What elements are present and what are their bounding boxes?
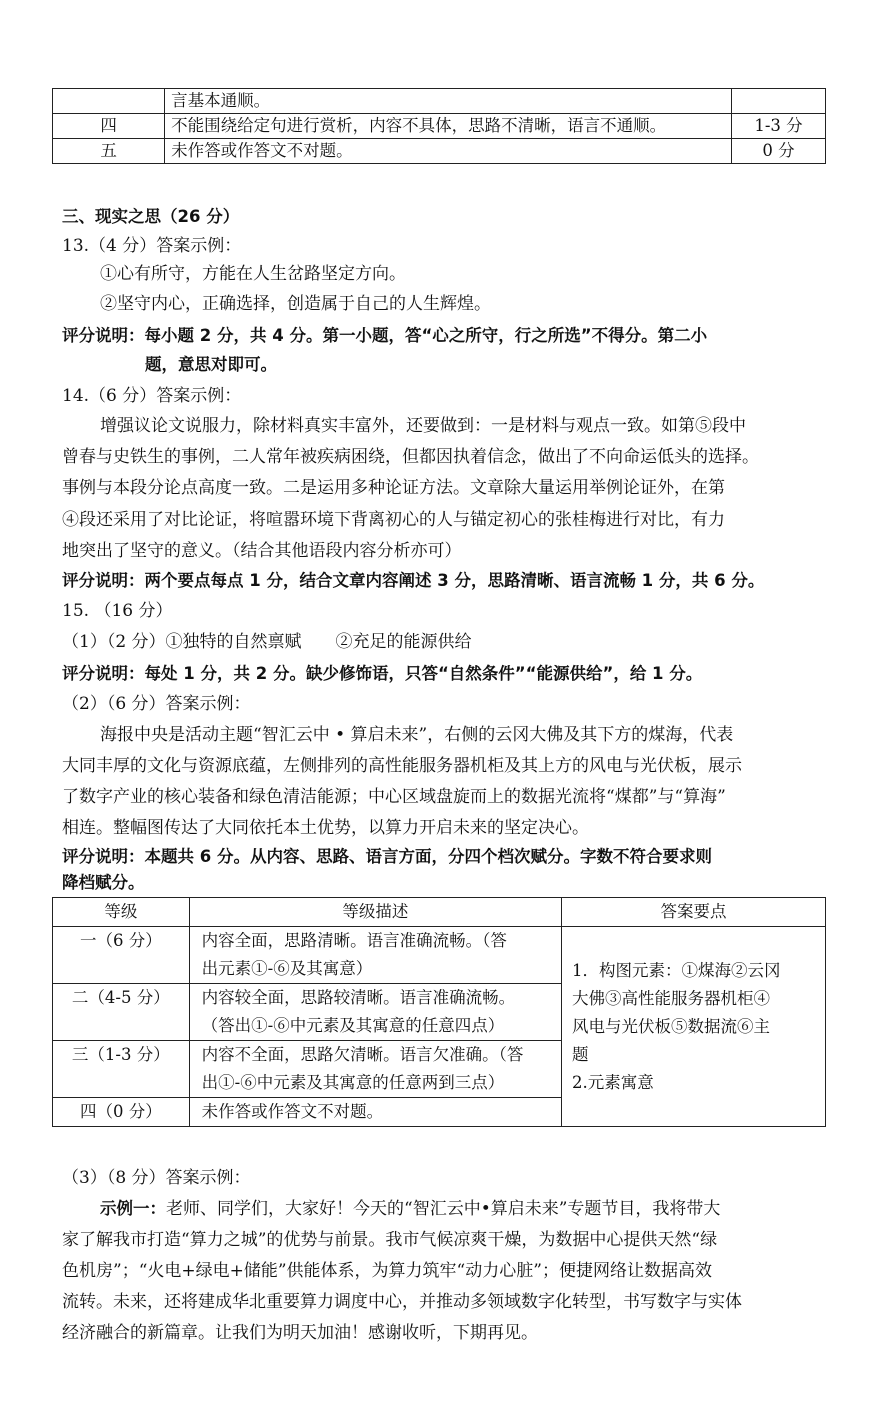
q15-part2-line: 海报中央是活动主题“智汇云中 • 算启未来”，右侧的云冈大佛及其下方的煤海，代表 <box>100 725 734 745</box>
grading-table-q15 <box>52 897 826 1127</box>
level-cell: 一（6 分） <box>53 927 190 984</box>
table-cell: 五 <box>53 139 165 164</box>
q14-title: 14.（6 分）答案示例： <box>62 386 242 406</box>
description-line: 内容较全面，思路较清晰。语言准确流畅。 <box>201 988 516 1007</box>
description-line: 内容不全面，思路欠清晰。语言欠准确。（答 <box>201 1045 524 1064</box>
answer-points-cell <box>562 927 826 1127</box>
q15-part3-line: 家了解我市打造“算力之城”的优势与前景。我市气候凉爽干燥，为数据中心提供天然“绿 <box>62 1230 718 1250</box>
q14-line: 事例与本段分论点高度一致。二是运用多种论证方法。文章除大量运用举例论证外，在第 <box>62 478 725 498</box>
answer-point-line: 2.元素寓意 <box>572 1072 654 1092</box>
q15-part2-line: 大同丰厚的文化与资源底蕴，左侧排列的高性能服务器机柜及其上方的风电与光伏板，展示 <box>62 756 742 776</box>
table-cell: 1-3 分 <box>732 114 826 139</box>
table-header-row <box>53 898 826 927</box>
description-line: 出①-⑥中元素及其寓意的任意两到三点） <box>201 1073 505 1092</box>
q15-part2-line: 相连。整幅图传达了大同依托本土优势，以算力开启未来的坚定决心。 <box>62 818 589 838</box>
table-row <box>53 114 826 139</box>
level-cell: 四（0 分） <box>53 1098 190 1127</box>
example-text: 老师、同学们，大家好！今天的“智汇云中•算启未来”专题节目，我将带大 <box>166 1199 721 1219</box>
answer-point-line: 1．构图元素：①煤海②云冈 <box>572 960 781 980</box>
q14-line: 地突出了坚守的意义。（结合其他语段内容分析亦可） <box>62 541 462 561</box>
section-heading: 三、现实之思（26 分） <box>62 207 240 226</box>
description-line: 内容全面，思路清晰。语言准确流畅。（答 <box>201 931 507 950</box>
table-row <box>53 927 826 984</box>
q14-line: 增强议论文说服力，除材料真实丰富外，还要做到：一是材料与观点一致。如第⑤段中 <box>100 416 746 436</box>
description-line: 未作答或作答文不对题。 <box>201 1102 384 1121</box>
q13-answer-2: ②坚守内心，正确选择，创造属于自己的人生辉煌。 <box>100 294 491 314</box>
q15-part1-note: 评分说明：每处 1 分，共 2 分。缺少修饰语，只答“自然条件”“能源供给”，给 1 分。 <box>62 664 703 683</box>
description-line: （答出①-⑥中元素及其寓意的任意四点） <box>201 1016 505 1035</box>
q13-answer-1: ①心有所守，方能在人生岔路坚定方向。 <box>100 264 406 284</box>
table-cell: 未作答或作答文不对题。 <box>165 139 732 164</box>
description-cell <box>189 927 561 984</box>
q15-part3-line: 色机房”；“火电+绿电+储能”供能体系，为算力筑牢“动力心脏”；便捷网络让数据高效 <box>62 1261 712 1281</box>
table-cell <box>53 89 165 114</box>
level-cell: 三（1-3 分） <box>53 1041 190 1098</box>
description-cell <box>189 1098 561 1127</box>
q13-scoring-note: 评分说明：每小题 2 分，共 4 分。第一小题，答“心之所守，行之所选”不得分。第二小 <box>62 326 708 345</box>
grading-table-top <box>52 88 826 164</box>
level-cell: 二（4-5 分） <box>53 984 190 1041</box>
q14-line: ④段还采用了对比论证，将喧嚣环境下背离初心的人与锚定初心的张桂梅进行对比，有力 <box>62 510 725 530</box>
q15-part2-line: 了数字产业的核心装备和绿色清洁能源；中心区域盘旋而上的数据光流将“煤都”与“算海” <box>62 787 726 807</box>
example-label: 示例一： <box>100 1199 166 1218</box>
q15-title: 15. （16 分） <box>62 601 173 621</box>
description-cell <box>189 984 561 1041</box>
table-row <box>53 139 826 164</box>
q15-part3-line <box>100 1195 720 1223</box>
q13-scoring-note-cont: 题，意思对即可。 <box>145 355 277 374</box>
q14-line: 曾春与史铁生的事例，二人常年被疾病困绕，但都因执着信念，做出了不向命运低头的选择。 <box>62 447 759 467</box>
table-header: 等级描述 <box>189 898 561 927</box>
answer-point-line: 大佛③高性能服务器机柜④ <box>572 988 771 1008</box>
answer-point-line: 题 <box>572 1044 589 1064</box>
table-cell: 不能围绕给定句进行赏析，内容不具体，思路不清晰，语言不通顺。 <box>165 114 732 139</box>
table-header: 答案要点 <box>562 898 826 927</box>
table-cell: 0 分 <box>732 139 826 164</box>
table-cell: 四 <box>53 114 165 139</box>
q15-part2-note: 评分说明：本题共 6 分。从内容、思路、语言方面，分四个档次赋分。字数不符合要求则 <box>62 847 712 866</box>
table-header: 等级 <box>53 898 190 927</box>
q15-part3-line: 流转。未来，还将建成华北重要算力调度中心，并推动多领域数字化转型，书写数字与实体 <box>62 1292 742 1312</box>
q14-scoring-note: 评分说明：两个要点每点 1 分，结合文章内容阐述 3 分，思路清晰、语言流畅 1 分，共 6 分。 <box>62 571 765 590</box>
q15-part3-title: （3）（8 分）答案示例： <box>62 1168 251 1188</box>
answer-point-line: 风电与光伏板⑤数据流⑥主 <box>572 1016 771 1036</box>
q15-part2-note-cont: 降档赋分。 <box>62 873 145 892</box>
description-cell <box>189 1041 561 1098</box>
table-cell <box>732 89 826 114</box>
table-cell: 言基本通顺。 <box>165 89 732 114</box>
q13-title: 13.（4 分）答案示例： <box>62 236 242 256</box>
description-line: 出元素①-⑥及其寓意） <box>201 959 373 978</box>
q15-part3-line: 经济融合的新篇章。让我们为明天加油！感谢收听，下期再见。 <box>62 1323 538 1343</box>
table-row <box>53 89 826 114</box>
q15-part2-title: （2）（6 分）答案示例： <box>62 694 251 714</box>
q15-part1-answer: （1）（2 分）①独特的自然禀赋 ②充足的能源供给 <box>62 632 472 652</box>
